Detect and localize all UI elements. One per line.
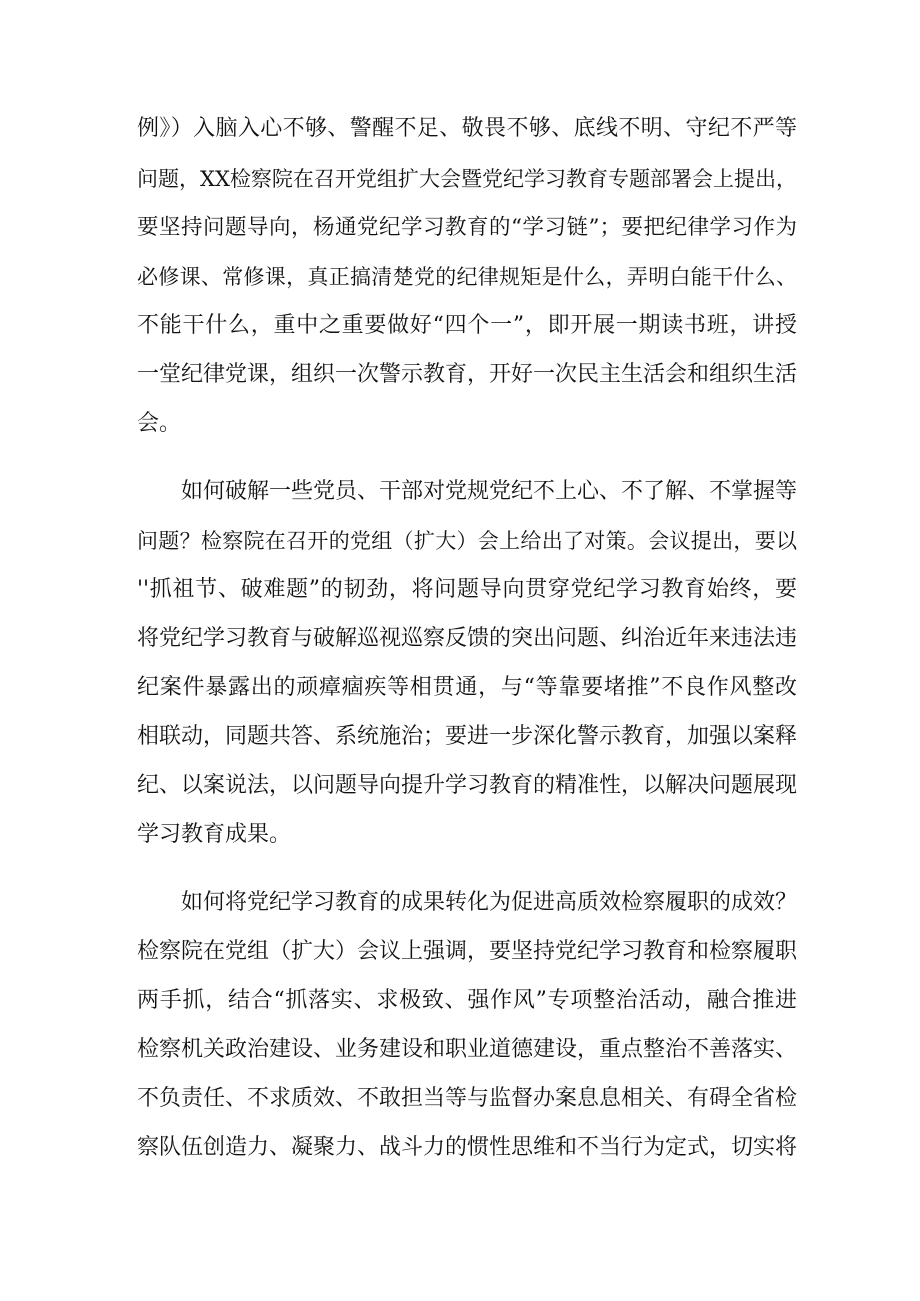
paragraph-2-line-5: 纪案件暴露出的顽瘴痼疾等相贯通，与“等靠要堵推”不良作风整改	[137, 675, 797, 700]
paragraph-2-line-7: 纪、以案说法，以问题导向提升学习教育的精准性，以解决问题展现	[137, 773, 798, 798]
paragraph-1-line-3: 要坚持问题导向，杨通党纪学习教育的“学习链”；要把纪律学习作为	[137, 215, 797, 240]
paragraph-1-line-7: 会。	[137, 411, 182, 436]
paragraph-2-line-4: 将党纪学习教育与破解巡视巡察反馈的突出问题、纠治近年来违法违	[137, 626, 798, 651]
paragraph-3-line-6: 察队伍创造力、凝聚力、战斗力的惯性思维和不当行为定式，切实将	[137, 1135, 798, 1160]
paragraph-1-line-2: 问题，XX检察院在召开党组扩大会暨党纪学习教育专题部署会上提出，	[137, 167, 797, 191]
paragraph-2-line-2: 问题？检察院在召开的党组（扩大）会上给出了对策。会议提出，要以	[137, 529, 797, 553]
paragraph-1-line-6: 一堂纪律党课，组织一次警示教育，开好一次民主生活会和组织生活	[137, 362, 798, 387]
paragraph-1-line-5: 不能干什么，重中之重要做好“四个一”，即开展一期读书班，讲授	[137, 313, 797, 338]
paragraph-2-line-8: 学习教育成果。	[137, 822, 292, 847]
paragraph-2-line-1: 如何破解一些党员、干部对党规党纪不上心、不了解、不掌握等	[181, 479, 798, 504]
paragraph-1-line-4: 必修课、常修课，真正搞清楚党的纪律规矩是什么，弄明白能干什么、	[137, 265, 797, 289]
paragraph-3-line-4: 检察机关政治建设、业务建设和职业道德建设，重点整治不善落实、	[137, 1037, 798, 1062]
paragraph-2-line-3: ''抓祖节、破难题”的韧劲，将问题导向贯穿党纪学习教育始终，要	[137, 577, 797, 602]
paragraph-3-line-5: 不负责任、不求质效、不敢担当等与监督办案息息相关、有碍全省检	[137, 1086, 798, 1111]
paragraph-3-line-1: 如何将党纪学习教育的成果转化为促进高质效检察履职的成效？	[181, 890, 798, 915]
paragraph-3-line-2: 检察院在党组（扩大）会议上强调，要坚持党纪学习教育和检察履职	[137, 939, 798, 964]
paragraph-3-line-3: 两手抓，结合“抓落实、求极致、强作风”专项整治活动，融合推进	[137, 988, 797, 1013]
paragraph-2-line-6: 相联动，同题共答、系统施治；要进一步深化警示教育，加强以案释	[137, 724, 798, 749]
paragraph-1-line-1: 例》）入脑入心不够、警醒不足、敬畏不够、底线不明、守纪不严等	[137, 116, 797, 141]
